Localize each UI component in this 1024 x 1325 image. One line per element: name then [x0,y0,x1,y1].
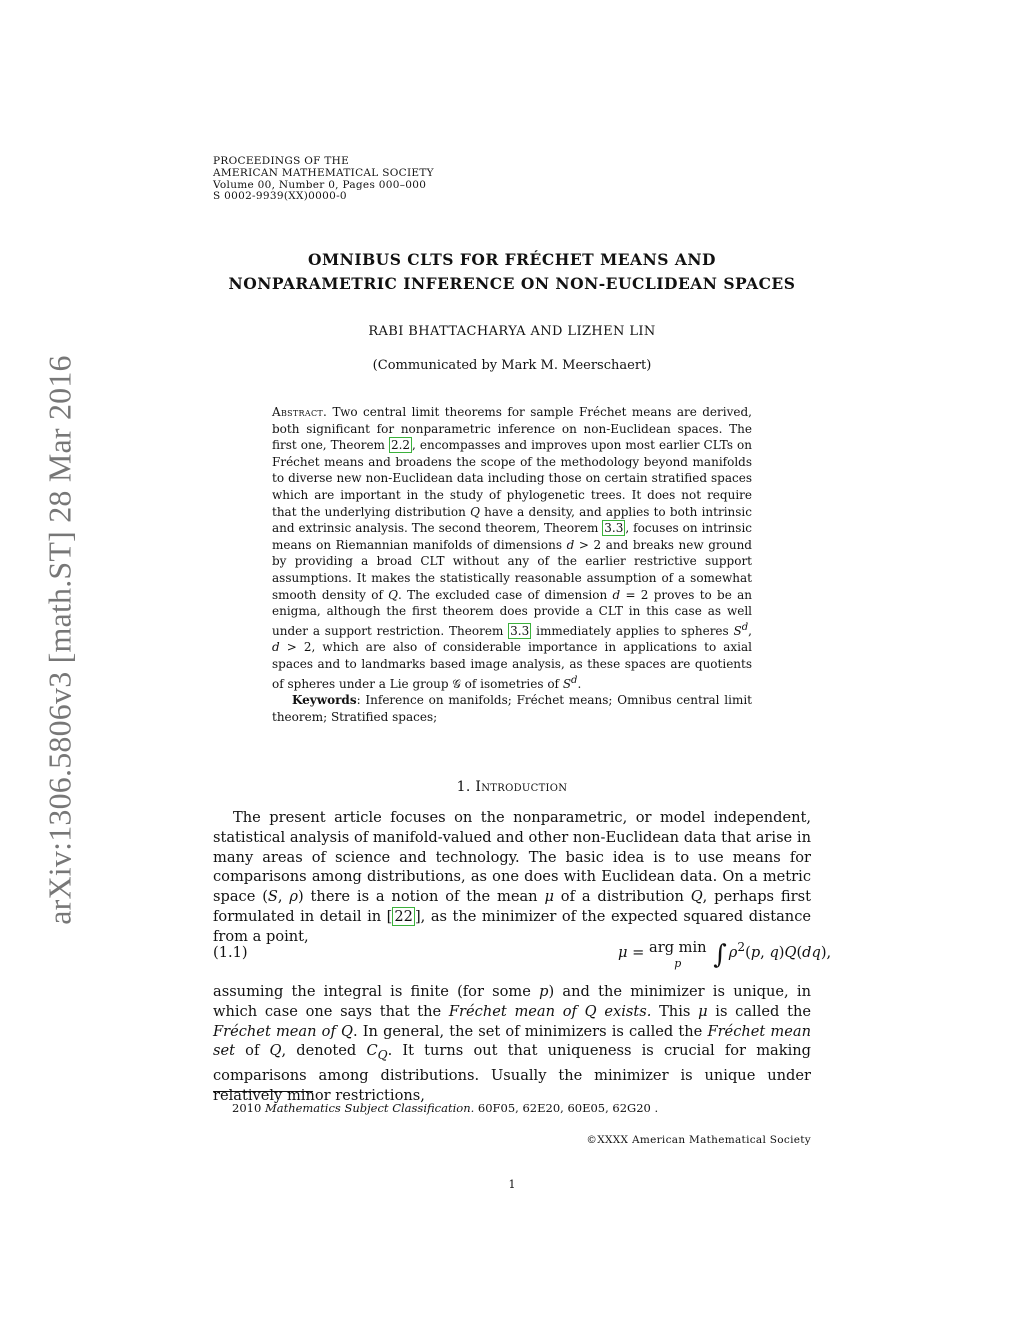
journal-line: Volume 00, Number 0, Pages 000–000 [213,178,427,191]
equation-1-1 [213,939,832,976]
authors: RABI BHATTACHARYA AND LIZHEN LIN [368,324,656,339]
section-title: Introduction [475,779,568,795]
abstract-label: Abstract. [272,405,328,419]
citation-link[interactable]: 22 [394,907,413,925]
footnote-label: Mathematics Subject Classification. [264,1101,475,1115]
keywords-label: Keywords [292,693,357,708]
section-heading [190,779,834,795]
abstract: Abstract. Two central limit theorems for sample Fréchet means are derived, both significant for nonparametric inference on non-Euclidean spaces. The first one, Theorem 2.2 , encompasses and improves upon most earlier CLTs on Fréchet means and broadens the scope of the methodology beyond manifolds to diverse new non-Euclidean data including those on certain stratified spaces which are important in the study of phylogenetic trees. It does not require that the underlying distribution Q have a density, and applies to both intrinsic and extrinsic analysis. The second theorem, Theorem 3.3 , focuses on intrinsic means on Riemannian manifolds of dimensions d > 2 and breaks new ground by providing a broad CLT without any of the earlier restrictive support assumptions. It makes the statistically reasonable assumption of a somewhat smooth density of Q. The excluded case of dimension d = 2 proves to be an enigma, although the first theorem does provide a CLT in this case as well under a support restriction. Theorem 3.3 immediately applies to spheres $S^d$, d > 2, which are also of considerable importance in applications to axial spaces and to landmarks based image analysis, as these spaces are quotients of spheres under a Lie group 𝒢 of isometries of $S^d$. Keywords: Inference on manifolds; Fréchet means; Omnibus central limit theorem; Stratified spaces; [272,405,752,724]
title-line-2: NONPARAMETRIC INFERENCE ON NON-EUCLIDEAN SPACES [228,274,796,293]
keywords [272,692,752,725]
equation-number: (1.1) [213,944,248,961]
keywords-text: : Inference on manifolds; Fréchet means; Omnibus central limit theorem; Stratified spaces; [272,693,752,724]
theorem-link-3-3[interactable]: 3.3 [510,623,530,638]
footnote-year: 2010 [232,1101,262,1115]
intro-paragraph: The present article focuses on the nonparametric, or model independent, statistical analysis of manifold-valued and other non-Euclidean data that arise in many areas of science and technology. The basic idea is to use means for comparisons among distributions, as one does with Euclidean data. On a metric space (S, ρ) there is a notion of the mean μ of a distribution Q, perhaps first formulated in detail in [ 22 ], as the minimizer of the expected squared distance from a point, [213,809,812,945]
footnote-rule [213,1091,313,1092]
paper-title [190,248,834,296]
journal-header [213,156,434,203]
copyright: ©XXXX American Mathematical Society [586,1134,811,1146]
section-number: 1. [456,779,471,795]
intro-paragraph: assuming the integral is finite (for some p) and the minimizer is unique, in which case one says that the Fréchet mean of Q exists. This μ is called the Fréchet mean of Q. In general, the set of minimizers is called the Fréchet mean set of Q, denoted $C_Q$. It turns out that uniqueness is crucial for making comparisons among distributions. Usually the minimizer is unique under relatively minor restrictions, [213,983,811,1104]
footnote [232,1101,658,1115]
equation-body: μ = arg min p ∫ $\rho^2(p$, q)Q(dq), [618,939,832,970]
theorem-link-3-3[interactable]: 3.3 [604,521,624,536]
arxiv-identifier-stamp: arXiv:1306.5806v3 [math.ST] 28 Mar 2016 [41,355,78,925]
page-number: 1 [508,1178,516,1191]
communicated-by: (Communicated by Mark M. Meerschaert) [372,358,652,373]
title-line-1: OMNIBUS CLTS FOR FRÉCHET MEANS AND [308,250,716,269]
journal-line: S 0002-9939(XX)0000-0 [213,190,347,203]
theorem-link-2-2[interactable]: 2.2 [390,438,411,453]
journal-line: AMERICAN MATHEMATICAL SOCIETY [213,166,434,179]
footnote-codes: 60F05, 62E20, 60E05, 62G20 . [477,1101,659,1115]
journal-line: PROCEEDINGS OF THE [213,155,350,167]
